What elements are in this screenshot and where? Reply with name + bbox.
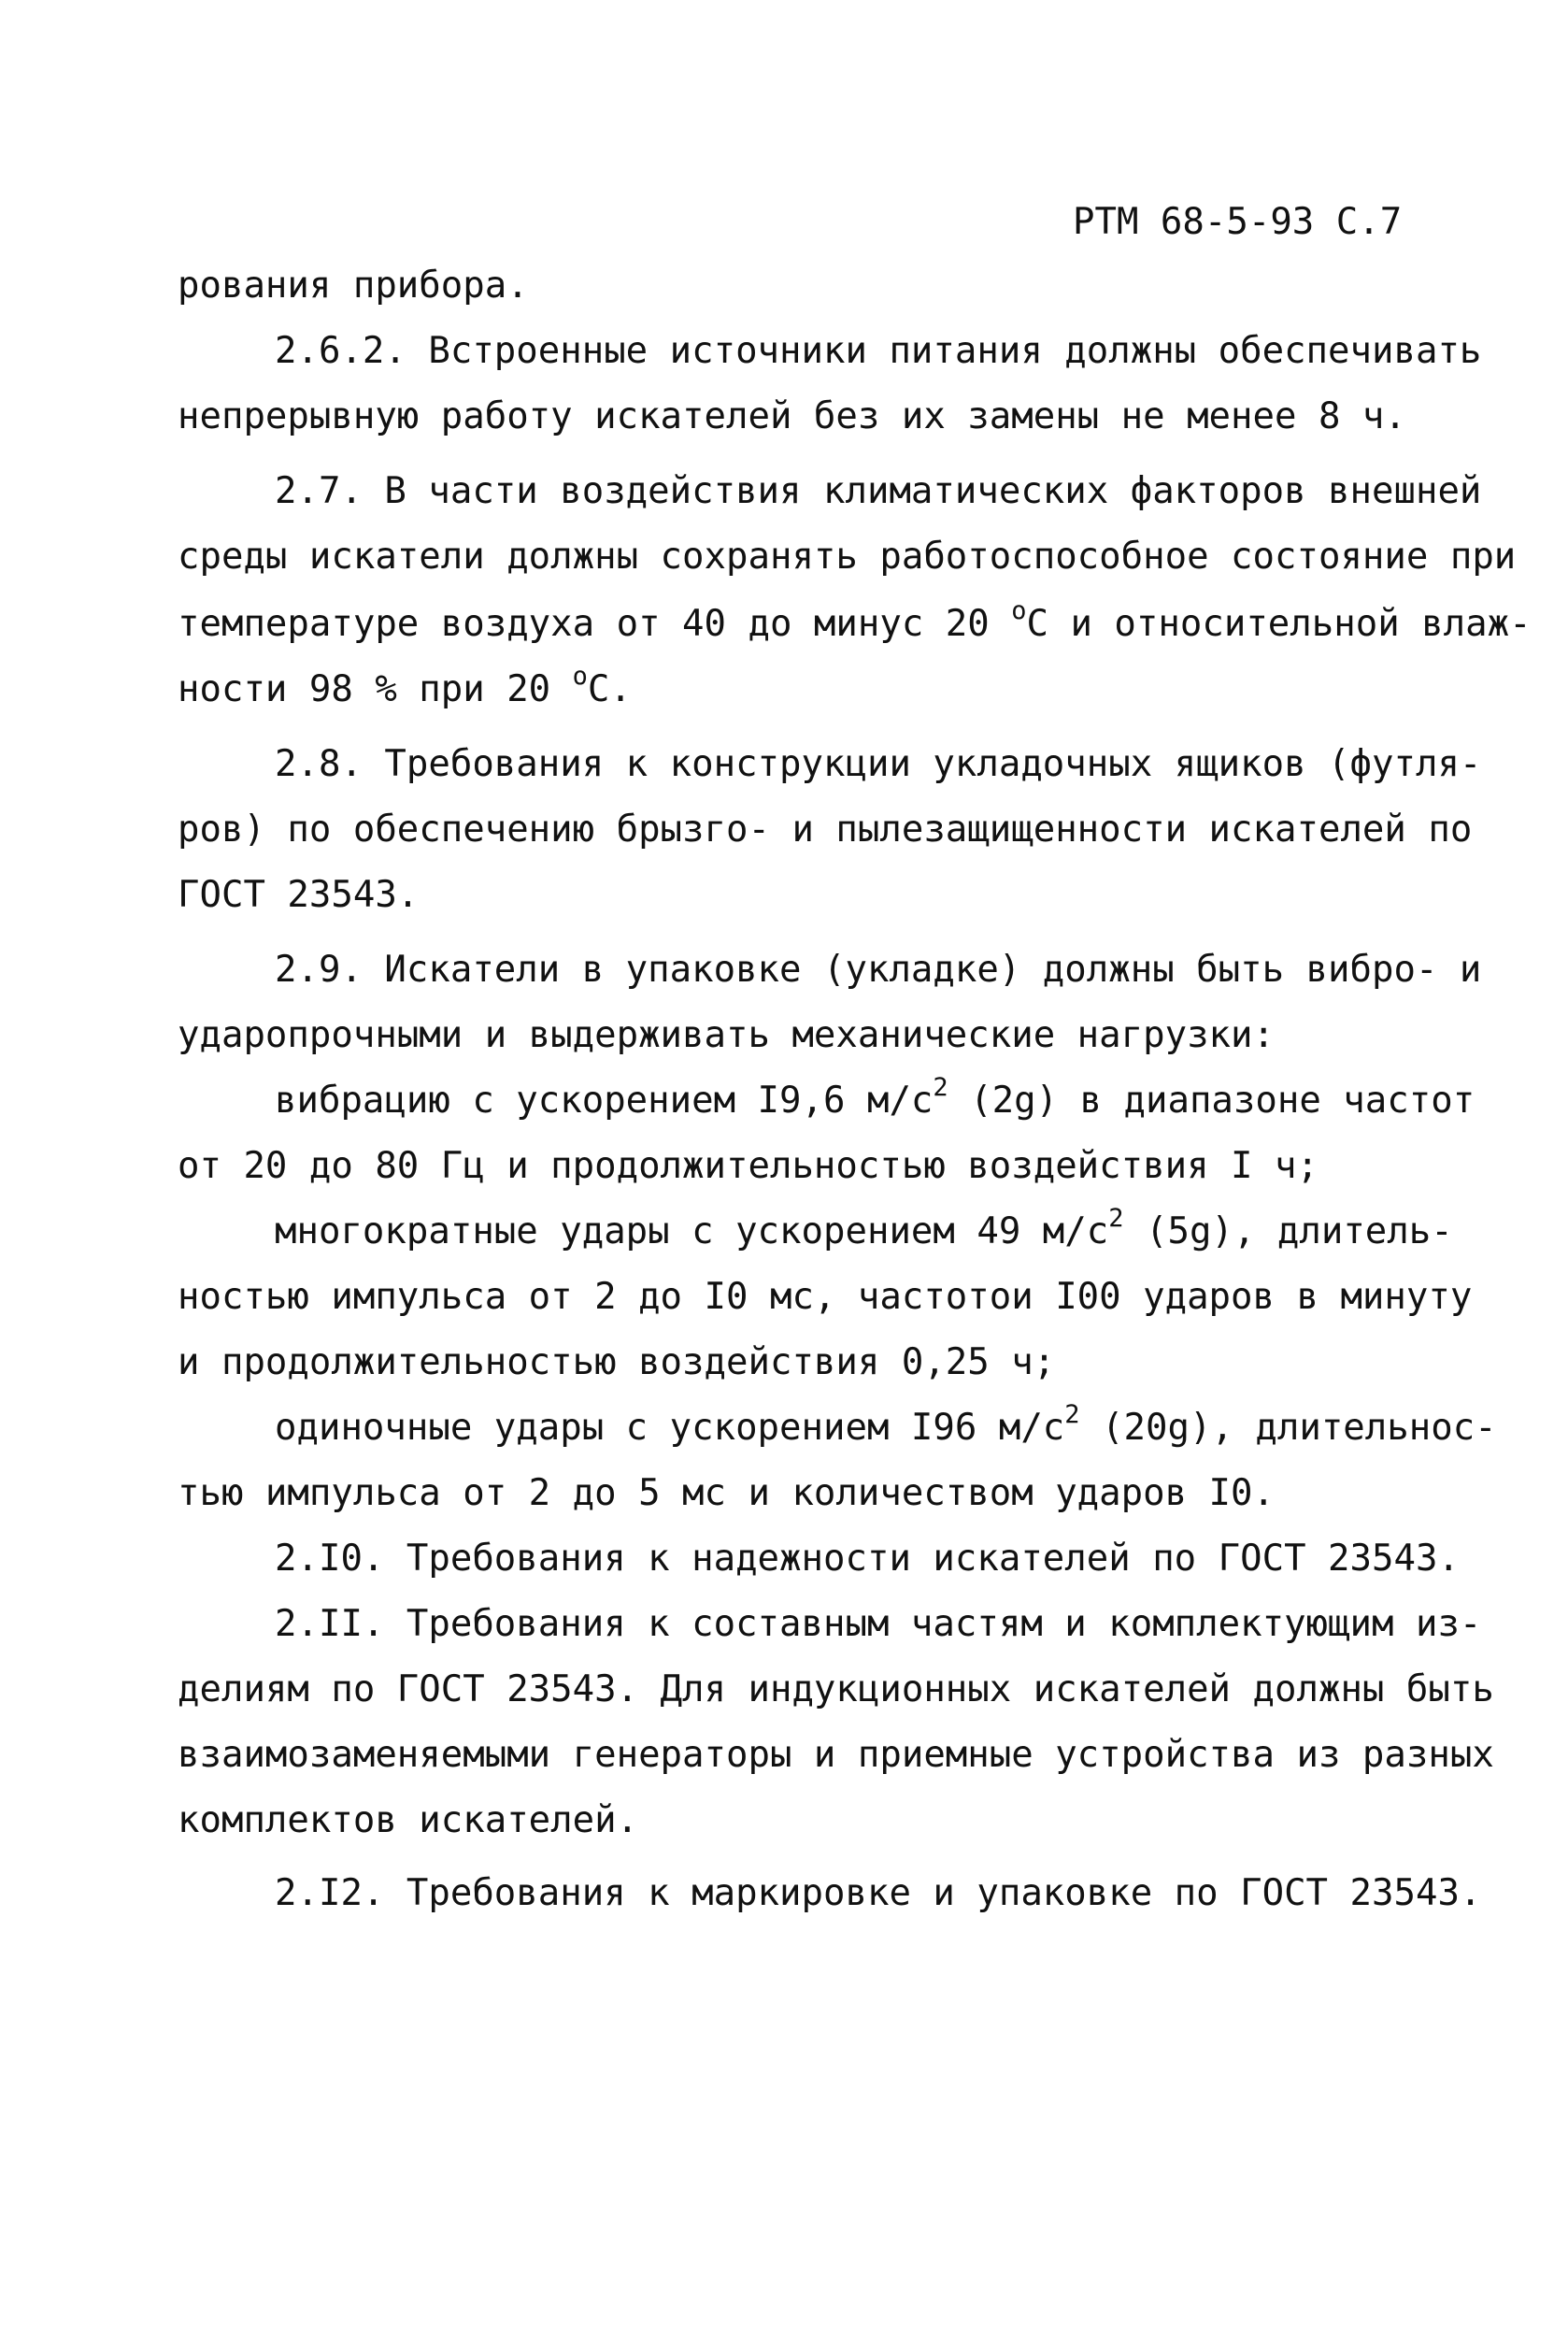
text-line: непрерывную работу искателей без их замены не менее 8 ч. (178, 395, 1406, 437)
clause-2-7: 2.7. В части воздействия климатических факторов внешней (275, 470, 1482, 512)
text-line: ностью импульса от 2 до I0 мс, частотои I00 ударов в минуту (178, 1276, 1473, 1318)
degree-sign: o (572, 662, 588, 691)
text-line: ров) по обеспечению брызго- и пылезащищенности искателей по (178, 808, 1473, 851)
text-line: температуре воздуха от 40 до минус 20 $^o$С и относительной влаж- (178, 596, 1532, 645)
clause-2-8: 2.8. Требования к конструкции укладочных ящиков (футля- (275, 743, 1482, 785)
degree-sign: o (1011, 596, 1027, 625)
text-line: и продолжительностью воздействия 0,25 ч; (178, 1341, 1056, 1383)
text-line: ности 98 % при 20 $^o$С. (178, 662, 632, 710)
text-line: от 20 до 80 Гц и продолжительностью воздействия I ч; (178, 1145, 1319, 1187)
text-line: делиям по ГОСТ 23543. Для индукционных искателей должны быть (178, 1668, 1494, 1710)
text-line: рования прибора. (178, 265, 529, 307)
clause-2-9: 2.9. Искатели в упаковке (укладке) должны быть вибро- и (275, 949, 1482, 991)
page-header: РТМ 68-5-93 С.7 (1073, 201, 1403, 243)
superscript: 2 (933, 1073, 948, 1102)
superscript: 2 (1064, 1400, 1080, 1429)
clause-2-12: 2.I2. Требования к маркировке и упаковке по ГОСТ 23543. (275, 1872, 1482, 1914)
list-item-single-shocks: одиночные удары с ускорением I96 $м/с^2$ (20g), длительнос- (275, 1400, 1497, 1449)
clause-2-6-2: 2.6.2. Встроенные источники питания должны обеспечивать (275, 330, 1482, 372)
clause-2-11: 2.II. Требования к составным частям и комплектующим из- (275, 1603, 1482, 1645)
list-item-multiple-shocks: многократные удары с ускорением 49 $м/с^2$ (5g), длитель- (275, 1204, 1453, 1252)
superscript: 2 (1108, 1204, 1124, 1233)
text-line: ударопрочными и выдерживать механические нагрузки: (178, 1014, 1275, 1056)
text-line: взаимозаменяемыми генераторы и приемные устройства из разных (178, 1734, 1494, 1776)
text-line: ГОСТ 23543. (178, 874, 420, 916)
text-line: комплектов искателей. (178, 1799, 639, 1841)
clause-2-10: 2.I0. Требования к надежности искателей по ГОСТ 23543. (275, 1538, 1460, 1580)
list-item-vibration: вибрацию с ускорением I9,6 $м/с^2$ (2g) в диапазоне частот (275, 1073, 1475, 1122)
text-line: тью импульса от 2 до 5 мс и количеством ударов I0. (178, 1472, 1275, 1514)
text-line: среды искатели должны сохранять работоспособное состояние при (178, 536, 1517, 578)
